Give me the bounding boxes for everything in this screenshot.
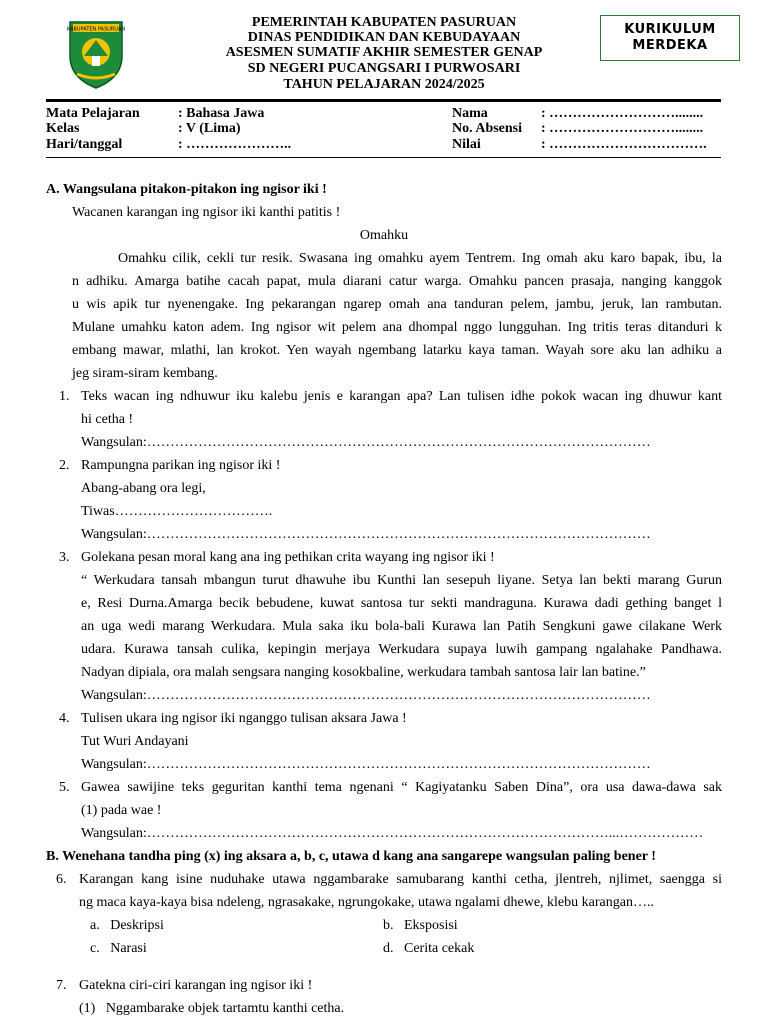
q6-option-a[interactable]: a. Deskripsi [90, 918, 164, 933]
q7-line-2: (1) Nggambarake objek tartamtu kanthi cetha. [79, 1001, 345, 1016]
kelas-label: Kelas [46, 121, 80, 136]
kelas-value: : V (Lima) [178, 121, 241, 136]
q5-line-2: (1) pada wae ! [81, 803, 162, 818]
header-line-2: DINAS PENDIDIKAN DAN KEBUDAYAAN [247, 30, 521, 45]
section-b-title: B. Wenehana tandha ping (x) ing aksara a, b, c, utawa d kang ana sangarepe wangsulan paling bener ! [46, 849, 656, 864]
q2-line-1: Rampungna parikan ing ngisor iki ! [81, 458, 281, 473]
header-line-5: TAHUN PELAJARAN 2024/2025 [283, 77, 485, 92]
q6-option-b[interactable]: b. Eksposisi [383, 918, 458, 933]
q2-number: 2. [59, 458, 70, 473]
story-line-6: jeg siram-siram kembang. [72, 366, 218, 381]
nilai-value[interactable]: : ……………………………. [541, 137, 707, 152]
story-line-4: Mulane umahku katon adem. Ing ngisor wit pelem ana dhompal nggo lungguhan. Ing tritis teras ditanduri k [72, 320, 722, 335]
section-a-intro: Wacanen karangan ing ngisor iki kanthi patitis ! [72, 205, 341, 220]
header-line-4: SD NEGERI PUCANGSARI I PURWOSARI [247, 61, 521, 76]
q5-number: 5. [59, 780, 70, 795]
q4-answer-line[interactable]: Wangsulan:……………………………………………………………………………………………… [81, 757, 651, 772]
q3-line-6: Nadyan dipiala, ora malah sengsara nanging kosokbaline, werkudara tambah santosa lair lan batine.” [81, 665, 646, 680]
q6-line-2: ng maca kaya-kaya bisa ndeleng, ngrasakake, ngrungokake, utawa ngalami dhewe, klebu karangan….. [79, 895, 654, 910]
q3-line-3: e, Resi Durna.Amarga becik bebudene, kuwat santosa tur sekti mandraguna. Kurawa dadi gething banget l [81, 596, 722, 611]
section-a-title: A. Wangsulana pitakon-pitakon ing ngisor iki ! [46, 182, 327, 197]
hari-label: Hari/tanggal [46, 137, 123, 152]
q6-line-1: Karangan kang isine nuduhake utawa nggambarake samubarang kanthi cetha, jlentreh, njlimet, saengga si [79, 872, 722, 887]
q2-answer-line[interactable]: Wangsulan:……………………………………………………………………………………………… [81, 527, 651, 542]
q1-number: 1. [59, 389, 70, 404]
q2-line-2: Abang-abang ora legi, [81, 481, 206, 496]
info-divider [46, 157, 721, 158]
q7-number: 7. [56, 978, 67, 993]
header-line-1: PEMERINTAH KABUPATEN PASURUAN [251, 15, 517, 30]
q1-answer-line[interactable]: Wangsulan:……………………………………………………………………………………………… [81, 435, 651, 450]
header-line-3: ASESMEN SUMATIF AKHIR SEMESTER GENAP [225, 45, 543, 60]
q6-option-c[interactable]: c. Narasi [90, 941, 147, 956]
q4-line-2: Tut Wuri Andayani [81, 734, 189, 749]
badge-line-1: KURIKULUM [624, 22, 716, 37]
mapel-value: : Bahasa Jawa [178, 106, 265, 121]
q6-number: 6. [56, 872, 67, 887]
absen-value[interactable]: : ………………………........ [541, 121, 704, 136]
nama-value[interactable]: : ………………………........ [541, 106, 704, 121]
kurikulum-merdeka-badge [600, 15, 740, 61]
logo-text: KABUPATEN PASURUAN [67, 26, 125, 33]
story-line-1: Omahku cilik, cekli tur resik. Swasana ing omahku ayem Tentrem. Ing omah aku karo bapak, ibu, la [118, 251, 722, 266]
q1-line-1: Teks wacan ing ndhuwur iku kalebu jenis e karangan apa? Lan tulisen idhe pokok wacan ing dhuwur kant [81, 389, 722, 404]
hari-value[interactable]: : ………………….. [178, 137, 292, 152]
mapel-label: Mata Pelajaran [46, 106, 140, 121]
header-divider [46, 99, 721, 102]
q7-line-1: Gatekna ciri-ciri karangan ing ngisor iki ! [79, 978, 313, 993]
q3-number: 3. [59, 550, 70, 565]
story-title: Omahku [359, 228, 409, 243]
q1-line-2: hi cetha ! [81, 412, 134, 427]
q4-number: 4. [59, 711, 70, 726]
badge-line-2: MERDEKA [632, 38, 708, 53]
q4-line-1: Tulisen ukara ing ngisor iki nganggo tulisan aksara Jawa ! [81, 711, 407, 726]
q5-line-1: Gawea sawijine teks geguritan kanthi tema ngenani “ Kagiyatanku Saben Dina”, ora usa dawa-dawa sak [81, 780, 722, 795]
story-line-2: n adhiku. Amarga batihe cacah papat, mula diarani catur warga. Omahku pancen prasaja, nanging kanggok [72, 274, 722, 289]
q5-answer-line[interactable]: Wangsulan:………………………………………………………………………………………...……………… [81, 826, 704, 841]
nama-label: Nama [452, 106, 488, 121]
q2-line-3: Tiwas……………………………. [81, 504, 273, 519]
q3-line-5: udara. Kurawa tansah culika, kepingin merjaya Werkudara supaya luwih gampang ngalahake Pandhawa. [81, 642, 722, 657]
q3-line-2: “ Werkudara tansah mbangun turut dhawuhe ibu Kunthi lan sesepuh liyane. Setya lan bekti marang Gurun [81, 573, 722, 588]
q3-line-1: Golekana pesan moral kang ana ing pethikan crita wayang ing ngisor iki ! [81, 550, 495, 565]
absen-label: No. Absensi [452, 121, 523, 136]
story-line-3: u wis apik tur nyenengake. Ing pekarangan ngarep omah ana tanduran pelem, jambu, jeruk, lan rambutan. [72, 297, 722, 312]
q6-option-d[interactable]: d. Cerita cekak [383, 941, 475, 956]
story-line-5: embang mawar, mlathi, lan krokot. Yen wayah ngembang latarku kaya taman. Wayah sore aku lan adhiku a [72, 343, 722, 358]
nilai-label: Nilai [452, 137, 481, 152]
q3-answer-line[interactable]: Wangsulan:……………………………………………………………………………………………… [81, 688, 651, 703]
q3-line-4: an uga wedi marang Werkudara. Mula saka iku bola-bali Kurawa lan Patih Sengkuni gawe cilakane Werk [81, 619, 722, 634]
